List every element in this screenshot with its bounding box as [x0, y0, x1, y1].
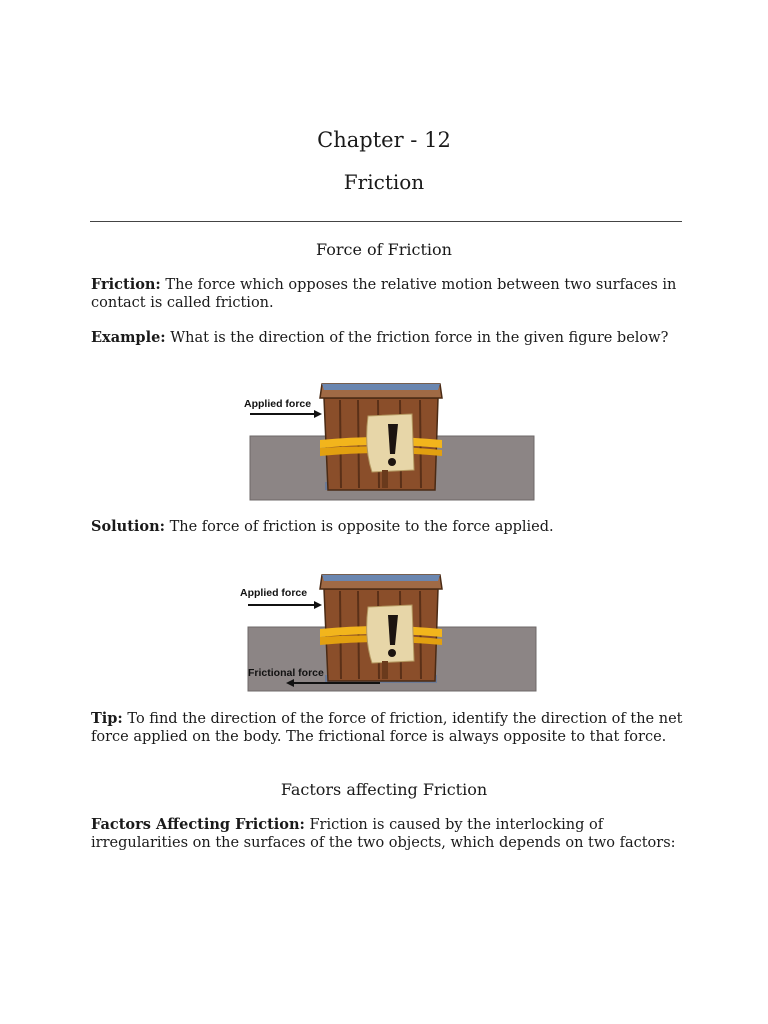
example-label: Example:	[91, 329, 166, 346]
solution-label: Solution:	[91, 518, 165, 535]
figure-frictional-force-svg	[238, 567, 542, 695]
title-divider	[90, 221, 682, 222]
tip	[91, 710, 691, 746]
applied-force-label: Applied force	[244, 398, 312, 410]
crate	[320, 384, 442, 490]
chapter-heading: Chapter - 12	[317, 128, 451, 152]
friction-definition-label: Friction:	[91, 276, 161, 293]
tip-label: Tip:	[91, 710, 123, 727]
factors-label: Factors Affecting Friction:	[91, 816, 305, 833]
section-heading-factors-affecting-friction: Factors affecting Friction	[280, 780, 488, 799]
applied-force-arrowhead	[314, 410, 322, 418]
friction-definition	[91, 276, 691, 312]
crate	[320, 575, 442, 683]
factors-text: Friction is caused by the interlocking of irregularities on the surfaces of the two objects, which depends on two factors:	[91, 817, 676, 851]
chapter-title: Friction	[343, 170, 425, 194]
solution	[91, 518, 691, 536]
solution-text: The force of friction is opposite to the force applied.	[164, 519, 554, 535]
example-text: What is the direction of the friction force in the given figure below?	[165, 330, 669, 346]
figure-frictional-force	[238, 567, 542, 695]
example-question	[91, 329, 691, 347]
tip-text: To find the direction of the force of friction, identify the direction of the net force applied on the body. The frictional force is always opposite to that force.	[91, 711, 683, 745]
applied-force-label: Applied force	[240, 587, 308, 599]
frictional-force-label: Frictional force	[248, 667, 324, 679]
friction-definition-text: The force which opposes the relative motion between two surfaces in contact is called friction.	[91, 277, 677, 311]
figure-applied-force-svg	[240, 378, 540, 503]
factors-paragraph	[91, 816, 691, 852]
applied-force-arrowhead	[314, 601, 322, 609]
section-heading-force-of-friction: Force of Friction	[316, 240, 452, 259]
figure-applied-force	[240, 378, 540, 503]
